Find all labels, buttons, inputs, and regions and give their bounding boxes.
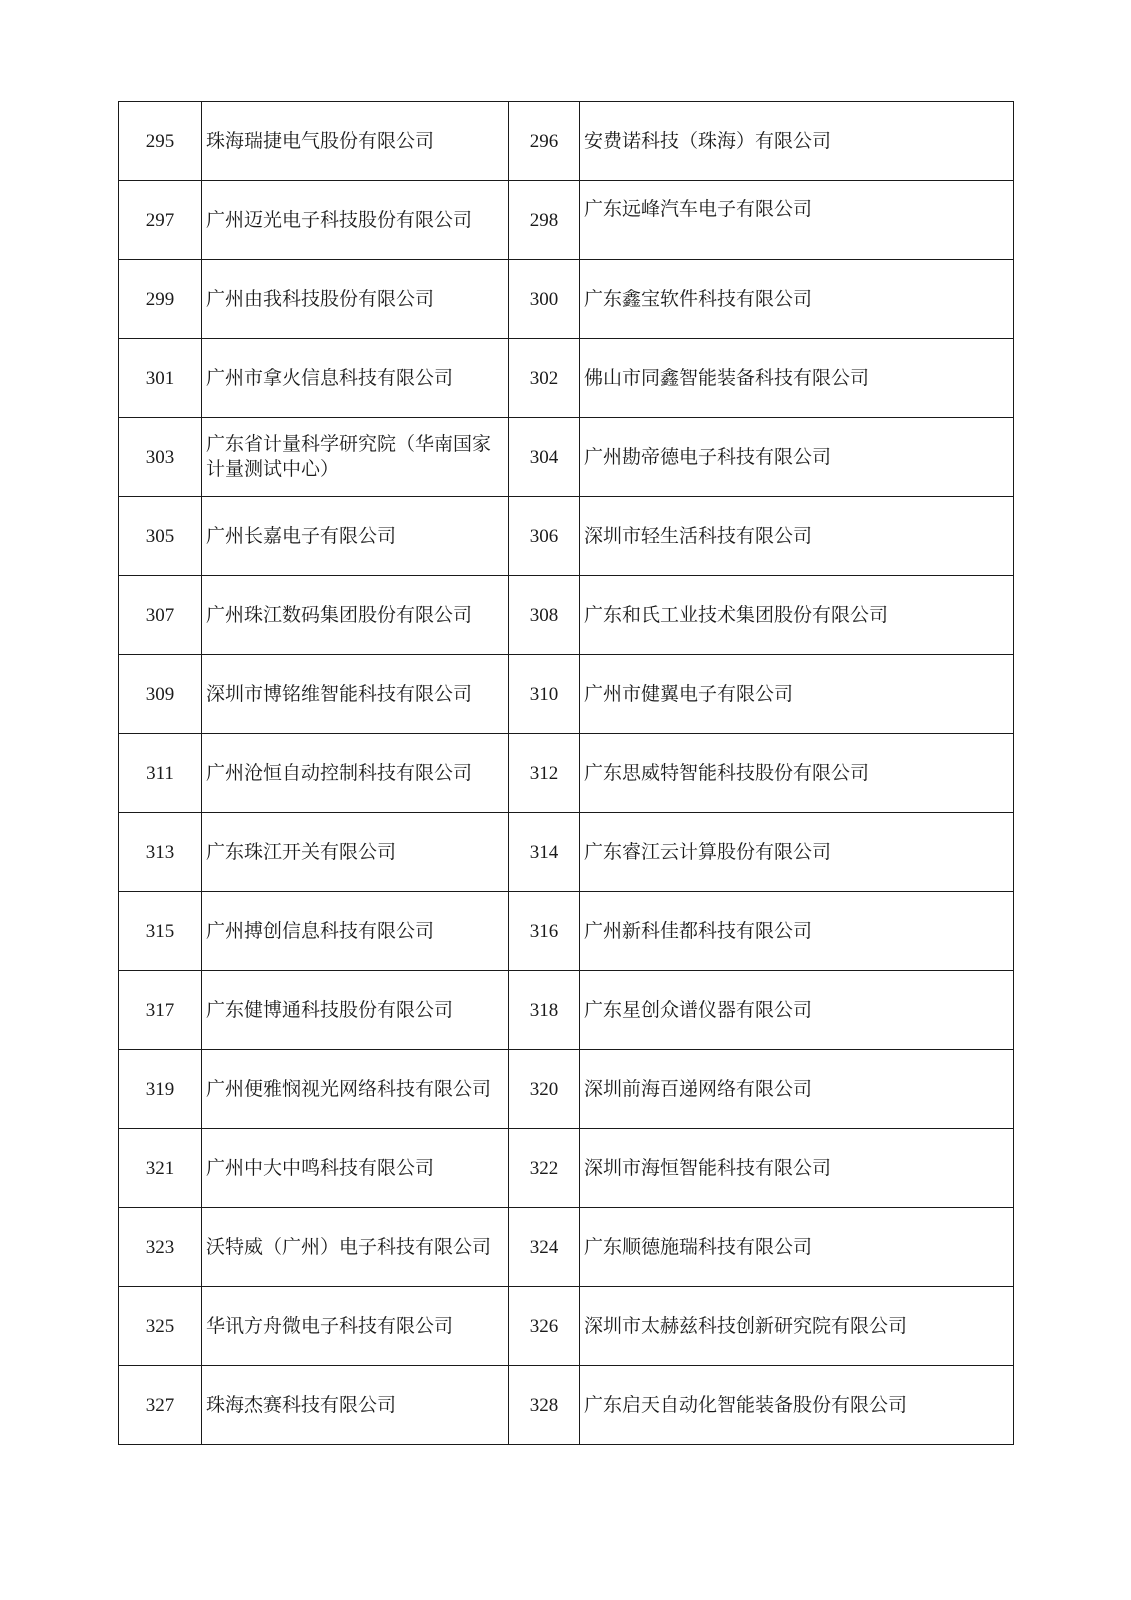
company-name: 广州便雅悯视光网络科技有限公司 (202, 1050, 509, 1129)
table-row (119, 1287, 1014, 1366)
company-name: 广州市健翼电子有限公司 (580, 655, 1014, 734)
row-number: 316 (509, 892, 580, 971)
company-name: 佛山市同鑫智能装备科技有限公司 (580, 339, 1014, 418)
row-number: 317 (119, 971, 202, 1050)
row-number: 305 (119, 497, 202, 576)
table-row (119, 1050, 1014, 1129)
company-name: 广东顺德施瑞科技有限公司 (580, 1208, 1014, 1287)
company-name: 广东睿江云计算股份有限公司 (580, 813, 1014, 892)
row-number: 304 (509, 418, 580, 497)
table-row (119, 655, 1014, 734)
table-row (119, 339, 1014, 418)
company-name: 广东健博通科技股份有限公司 (202, 971, 509, 1050)
row-number: 319 (119, 1050, 202, 1129)
company-name: 广东省计量科学研究院（华南国家计量测试中心） (202, 418, 509, 497)
row-number: 324 (509, 1208, 580, 1287)
table-row (119, 1208, 1014, 1287)
company-name: 广州勘帝德电子科技有限公司 (580, 418, 1014, 497)
row-number: 323 (119, 1208, 202, 1287)
table-row (119, 260, 1014, 339)
company-name: 广州珠江数码集团股份有限公司 (202, 576, 509, 655)
table-row (119, 971, 1014, 1050)
company-name: 广州沧恒自动控制科技有限公司 (202, 734, 509, 813)
row-number: 320 (509, 1050, 580, 1129)
row-number: 298 (509, 181, 580, 260)
table-row (119, 418, 1014, 497)
row-number: 297 (119, 181, 202, 260)
table-row (119, 813, 1014, 892)
company-name: 珠海杰赛科技有限公司 (202, 1366, 509, 1445)
table-row (119, 734, 1014, 813)
table-row (119, 181, 1014, 260)
row-number: 296 (509, 102, 580, 181)
row-number: 315 (119, 892, 202, 971)
company-name: 广东远峰汽车电子有限公司 (580, 181, 1014, 260)
row-number: 306 (509, 497, 580, 576)
row-number: 314 (509, 813, 580, 892)
row-number: 310 (509, 655, 580, 734)
row-number: 311 (119, 734, 202, 813)
company-name: 广东珠江开关有限公司 (202, 813, 509, 892)
company-name: 深圳前海百递网络有限公司 (580, 1050, 1014, 1129)
row-number: 295 (119, 102, 202, 181)
company-name: 深圳市太赫兹科技创新研究院有限公司 (580, 1287, 1014, 1366)
company-name: 沃特威（广州）电子科技有限公司 (202, 1208, 509, 1287)
row-number: 301 (119, 339, 202, 418)
company-name: 广州长嘉电子有限公司 (202, 497, 509, 576)
row-number: 325 (119, 1287, 202, 1366)
table-row (119, 497, 1014, 576)
row-number: 326 (509, 1287, 580, 1366)
table-row (119, 1366, 1014, 1445)
row-number: 300 (509, 260, 580, 339)
company-name: 珠海瑞捷电气股份有限公司 (202, 102, 509, 181)
company-name: 广东和氏工业技术集团股份有限公司 (580, 576, 1014, 655)
table-row (119, 102, 1014, 181)
row-number: 312 (509, 734, 580, 813)
company-name: 广东思威特智能科技股份有限公司 (580, 734, 1014, 813)
company-name: 深圳市海恒智能科技有限公司 (580, 1129, 1014, 1208)
table-row (119, 1129, 1014, 1208)
company-name: 广东鑫宝软件科技有限公司 (580, 260, 1014, 339)
row-number: 309 (119, 655, 202, 734)
row-number: 302 (509, 339, 580, 418)
company-name: 深圳市轻生活科技有限公司 (580, 497, 1014, 576)
row-number: 322 (509, 1129, 580, 1208)
table-row (119, 892, 1014, 971)
company-name: 深圳市博铭维智能科技有限公司 (202, 655, 509, 734)
company-name: 广州由我科技股份有限公司 (202, 260, 509, 339)
row-number: 321 (119, 1129, 202, 1208)
company-name: 广州新科佳都科技有限公司 (580, 892, 1014, 971)
row-number: 327 (119, 1366, 202, 1445)
company-name: 广州迈光电子科技股份有限公司 (202, 181, 509, 260)
company-name: 广东星创众谱仪器有限公司 (580, 971, 1014, 1050)
company-name: 广州中大中鸣科技有限公司 (202, 1129, 509, 1208)
company-name: 广东启天自动化智能装备股份有限公司 (580, 1366, 1014, 1445)
company-list-table (118, 101, 1014, 1445)
company-name: 广州市拿火信息科技有限公司 (202, 339, 509, 418)
company-name: 安费诺科技（珠海）有限公司 (580, 102, 1014, 181)
row-number: 313 (119, 813, 202, 892)
row-number: 328 (509, 1366, 580, 1445)
company-name: 广州搏创信息科技有限公司 (202, 892, 509, 971)
row-number: 299 (119, 260, 202, 339)
company-name: 华讯方舟微电子科技有限公司 (202, 1287, 509, 1366)
row-number: 307 (119, 576, 202, 655)
table-row (119, 576, 1014, 655)
row-number: 308 (509, 576, 580, 655)
row-number: 318 (509, 971, 580, 1050)
row-number: 303 (119, 418, 202, 497)
